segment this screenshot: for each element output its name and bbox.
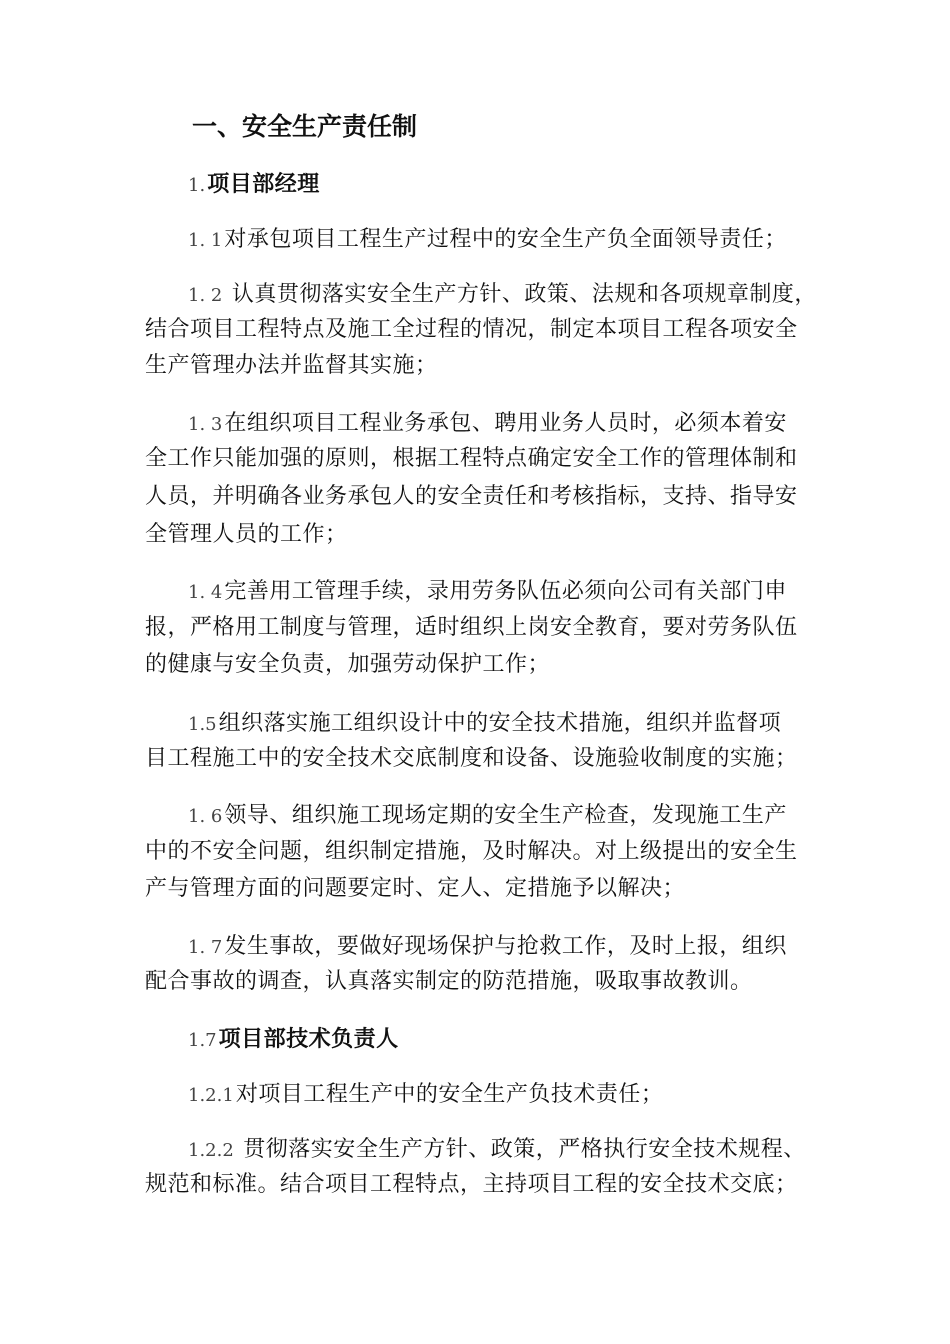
item-number: 1. 2: [188, 285, 223, 306]
paragraph-1-2-line-1: [188, 280, 817, 311]
section-heading-project-manager: [188, 170, 320, 201]
item-number: 1.2.2: [188, 1140, 234, 1161]
paragraph-1-2-2-line-1: [188, 1135, 806, 1166]
paragraph-1-2-2-line-2: 规范和标准。结合项目工程特点，主持项目工程的安全技术交底；: [145, 1172, 798, 1197]
item-number: 1. 6: [188, 806, 223, 827]
paragraph-1-4-line-2: 报，严格用工制度与管理，适时组织上岗安全教育，要对劳务队伍: [145, 615, 798, 640]
paragraph-text: 组织落实施工组织设计中的安全技术措施，组织并监督项: [218, 711, 782, 736]
paragraph-text: 领导、组织施工现场定期的安全生产检查，发现施工生产: [224, 803, 787, 828]
paragraph-text: 在组织项目工程业务承包、聘用业务人员时，必须本着安: [224, 411, 787, 436]
paragraph-text: 对承包项目工程生产过程中的安全生产负全面领导责任；: [224, 227, 787, 252]
paragraph-text: 完善用工管理手续，录用劳务队伍必须向公司有关部门申: [224, 579, 787, 604]
paragraph-1-4-line-3: 的健康与安全负责，加强劳动保护工作；: [145, 652, 551, 677]
paragraph-1-6-line-3: 产与管理方面的问题要定时、定人、定措施予以解决；: [145, 876, 686, 901]
paragraph-text: 贯彻落实安全生产方针、政策，严格执行安全技术规程、: [235, 1137, 806, 1162]
paragraph-text: 发生事故，要做好现场保护与抢救工作，及时上报，组织: [224, 934, 787, 959]
section-number: 1.7: [188, 1030, 217, 1051]
paragraph-1-6-line-1: [188, 801, 787, 832]
section-number: 1.: [188, 175, 206, 196]
item-number: 1.5: [188, 714, 217, 735]
item-number: 1. 1: [188, 230, 223, 251]
section-heading-technical-lead: [188, 1025, 399, 1056]
section-title: 项目部技术负责人: [218, 1027, 399, 1052]
paragraph-1-2-line-2: 结合项目工程特点及施工全过程的情况，制定本项目工程各项安全: [145, 317, 798, 342]
item-number: 1. 4: [188, 582, 223, 603]
paragraph-text: 对项目工程生产中的安全生产负技术责任；: [235, 1082, 664, 1107]
item-number: 1.2.1: [188, 1085, 234, 1106]
paragraph-1-7-line-2: 配合事故的调查，认真落实制定的防范措施，吸取事故教训。: [145, 969, 753, 994]
paragraph-text: 认真贯彻落实安全生产方针、政策、法规和各项规章制度，: [224, 282, 817, 307]
paragraph-1-3-line-2: 全工作只能加强的原则，根据工程特点确定安全工作的管理体制和: [145, 446, 798, 471]
paragraph-1-1-line-1: [188, 225, 787, 256]
paragraph-1-3-line-4: 全管理人员的工作；: [145, 522, 348, 547]
paragraph-1-5-line-2: 目工程施工中的安全技术交底制度和设备、设施验收制度的实施；: [145, 746, 798, 771]
item-number: 1. 7: [188, 937, 223, 958]
item-number: 1. 3: [188, 414, 223, 435]
page-title: 一、安全生产责任制: [192, 112, 418, 141]
section-title: 项目部经理: [207, 172, 320, 197]
paragraph-1-7-line-1: [188, 932, 787, 963]
paragraph-1-2-1-line-1: [188, 1080, 663, 1111]
paragraph-1-4-line-1: [188, 577, 787, 608]
paragraph-1-3-line-3: 人员，并明确各业务承包人的安全责任和考核指标，支持、指导安: [145, 484, 798, 509]
paragraph-1-2-line-3: 生产管理办法并监督其实施；: [145, 353, 438, 378]
paragraph-1-3-line-1: [188, 409, 787, 440]
paragraph-1-6-line-2: 中的不安全问题，组织制定措施，及时解决。对上级提出的安全生: [145, 839, 798, 864]
paragraph-1-5-line-1: [188, 709, 781, 740]
